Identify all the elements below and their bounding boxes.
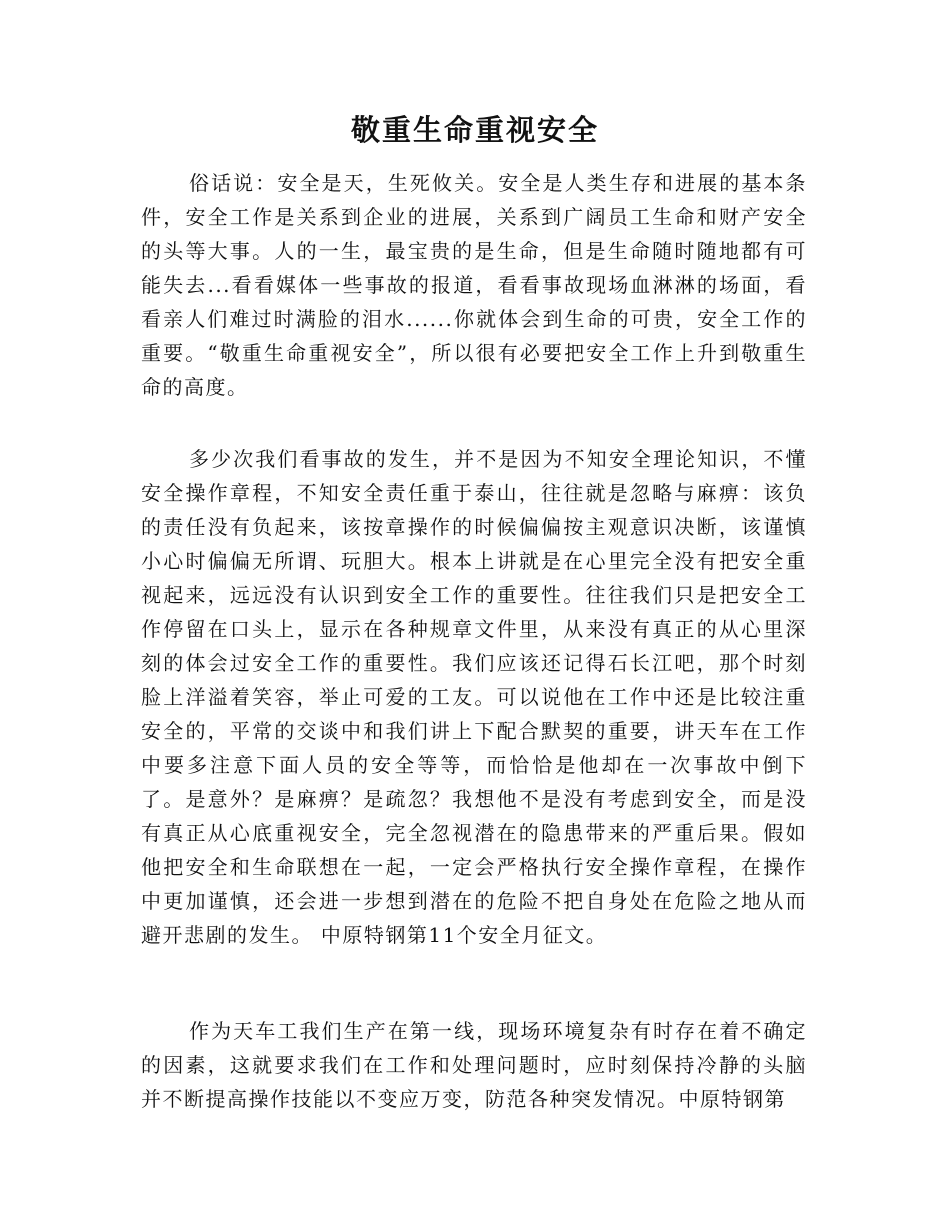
paragraph-3: 作为天车工我们生产在第一线，现场环境复杂有时存在着不确定的因素，这就要求我们在工作和处理问题时，应时刻保持冷静的头脑并不断提高操作技能以不变应万变，防范各种突发情况。中原特钢第 [141, 1019, 807, 1111]
paragraph-1: 俗话说：安全是天，生死攸关。安全是人类生存和进展的基本条件，安全工作是关系到企业的进展，关系到广阔员工生命和财产安全的头等大事。人的一生，最宝贵的是生命，但是生命随时随地都有可能失去...看看媒体一些事故的报道，看看事故现场血淋淋的场面，看看亲人们难过时满脸的泪水......你就体会到生命的可贵，安全工作的重要。“敬重生命重视安全”，所以很有必要把安全工作上升到敬重生命的高度。 [141, 171, 807, 399]
document-title: 敬重生命重视安全 [350, 113, 599, 147]
paragraph-2: 多少次我们看事故的发生，并不是因为不知安全理论知识，不懂安全操作章程，不知安全责任重于泰山，往往就是忽略与麻痹：该负的责任没有负起来，该按章操作的时候偏偏按主观意识决断，该谨慎小心时偏偏无所谓、玩胆大。根本上讲就是在心里完全没有把安全重视起来，远远没有认识到安全工作的重要性。往往我们只是把安全工作停留在口头上，显示在各种规章文件里，从来没有真正的从心里深刻的体会过安全工作的重要性。我们应该还记得石长江吧，那个时刻脸上洋溢着笑容，举止可爱的工友。可以说他在工作中还是比较注重安全的，平常的交谈中和我们讲上下配合默契的重要，讲天车在工作中要多注意下面人员的安全等等，而恰恰是他却在一次事故中倒下了。是意外？是麻痹？是疏忽？我想他不是没有考虑到安全，而是没有真正从心底重视安全，完全忽视潜在的隐患带来的严重后果。假如他把安全和生命联想在一起，一定会严格执行安全操作章程，在操作中更加谨慎，还会进一步想到潜在的危险不把自身处在危险之地从而避开悲剧的发生。 中原特钢第11个安全月征文。 [141, 447, 807, 947]
